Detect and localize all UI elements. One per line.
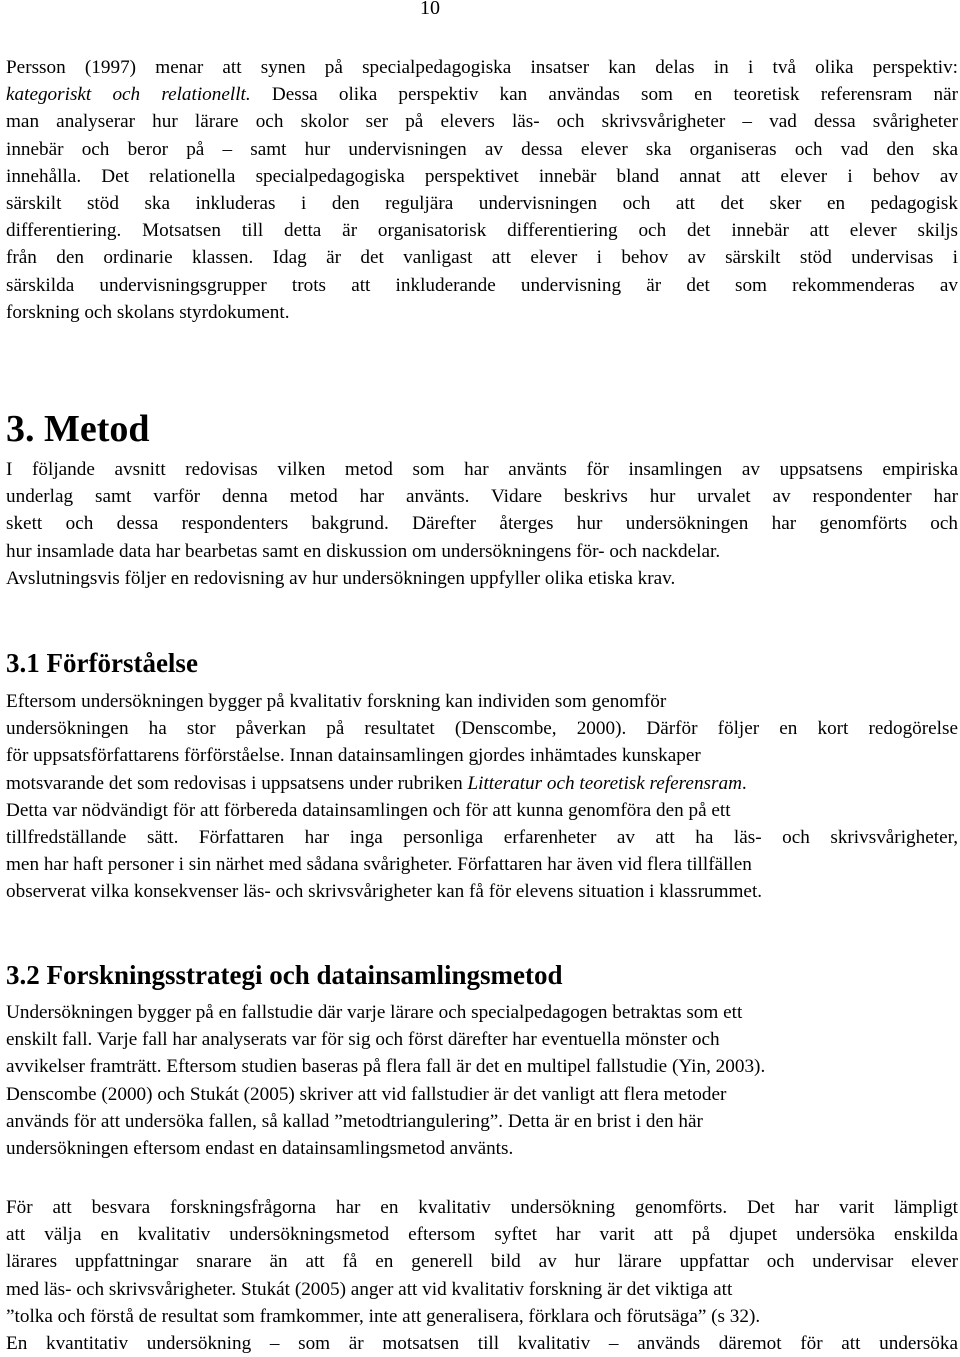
text-line: enskilt fall. Varje fall har analyserats var för sig och först därefter har eventuella mönster och — [6, 1029, 720, 1051]
text-line: tillfredställande sätt. Författaren har inga personliga erfarenheter av att ha läs- och skrivsvårigheter, — [6, 827, 958, 849]
forskningsstrategi-paragraph-2 — [6, 1194, 958, 1357]
text-line: undersökningen eftersom endast en datainsamlingsmetod använts. — [6, 1138, 514, 1160]
text-line: differentiering. Motsatsen till detta är organisatorisk differentiering och det innebär att elever skiljs — [6, 220, 958, 242]
forforstaelse-paragraph — [6, 688, 958, 906]
text-line: används för att undersöka fallen, så kallad ”metodtriangulering”. Detta är en brist i den här — [6, 1110, 703, 1132]
text-line: för uppsatsförfattarens förförståelse. Innan datainsamlingen gjordes inhämtades kunskaper — [6, 745, 701, 767]
text-line: men har haft personer i sin närhet med sådana svårigheter. Författaren har även vid flera tillfällen — [6, 854, 752, 876]
text-line: från den ordinarie klassen. Idag är det vanligast att elever i behov av särskilt stöd undervisas i — [6, 247, 958, 269]
text-line: För att besvara forskningsfrågorna har en kvalitativ undersökning genomförts. Det har varit lämpligt — [6, 1197, 958, 1218]
text-line: underlag samt varför denna metod har använts. Vidare beskrivs hur urvalet av respondenter har — [6, 486, 958, 508]
text-line: med läs- och skrivsvårigheter. Stukát (2005) anger att vid kvalitativ forskning är det viktiga att — [6, 1278, 733, 1300]
section-heading-forforstaelse: 3.1 Förförståelse — [6, 648, 198, 678]
text-run: . — [741, 772, 747, 794]
text-line: Denscombe (2000) och Stukát (2005) skriver att vid fallstudier är det vanligt att flera metoder — [6, 1083, 727, 1105]
text-line: innebär och beror på – samt hur undervisningen av dessa elever ska organiseras och vad den ska — [6, 138, 958, 160]
text-line: observerat vilka konsekvenser läs- och skrivsvårigheter kan få för elevens situation i klassrummet. — [6, 881, 763, 903]
section-heading-forskningsstrategi: 3.2 Forskningsstrategi och datainsamlingsmetod — [6, 960, 563, 990]
text-run: motsvarande det som redovisas i uppsatsens under rubriken — [6, 772, 468, 794]
text-line: särskilda undervisningsgrupper trots att inkluderande undervisning är det som rekommenderas av — [6, 274, 958, 296]
text-line: Eftersom undersökningen bygger på kvalitativ forskning kan individen som genomför — [6, 691, 667, 712]
text-line: forskning och skolans styrdokument. — [6, 301, 290, 323]
intro-paragraph — [6, 54, 958, 326]
section-heading-metod: 3. Metod — [6, 408, 150, 450]
text-line — [6, 81, 958, 108]
text-line: innehålla. Det relationella specialpedagogiska perspektivet innebär bland annat att elever i behov av — [6, 165, 958, 187]
text-line: Detta var nödvändigt för att förbereda datainsamlingen och för att kunna genomföra den på ett — [6, 799, 731, 821]
metod-paragraph — [6, 456, 958, 592]
text-line — [6, 770, 958, 797]
text-run: Dessa olika perspektiv kan användas som en teoretisk referensram när — [250, 84, 959, 106]
text-line: man analyserar hur lärare och skolor ser på elevers läs- och skrivsvårigheter – vad dessa svårigheter — [6, 111, 958, 133]
text-line: att välja en kvalitativ undersökningsmetod eftersom syftet har varit att på djupet undersöka enskilda — [6, 1224, 958, 1246]
text-line: undersökningen ha stor påverkan på resultatet (Denscombe, 2000). Därför följer en kort redogörelse — [6, 718, 958, 740]
text-line: ”tolka och förstå de resultat som framkommer, inte att generalisera, förklara och förutsäga” (s 32). — [6, 1305, 761, 1327]
text-line: avvikelser framträtt. Eftersom studien baseras på flera fall är det en multipel fallstudie (Yin, 2003). — [6, 1056, 766, 1078]
text-line: En kvantitativ undersökning – som är motsatsen till kvalitativ – används däremot för att undersöka — [6, 1333, 958, 1355]
text-line: Undersökningen bygger på en fallstudie där varje lärare och specialpedagogen betraktas som ett — [6, 1002, 743, 1023]
text-line: I följande avsnitt redovisas vilken metod som har använts för insamlingen av uppsatsens empiriska — [6, 459, 958, 480]
text-line: hur insamlade data har bearbetas samt en diskussion om undersökningens för- och nackdelar. — [6, 540, 721, 562]
text-line: lärares uppfattningar snarare än att få en generell bild av hur lärare uppfattar och undervisar elever — [6, 1251, 958, 1273]
forskningsstrategi-paragraph-1 — [6, 999, 958, 1162]
italic-term: kategoriskt och relationellt. — [6, 84, 251, 106]
text-line: särskilt stöd ska inkluderas i den reguljära undervisningen och att det sker en pedagogisk — [6, 193, 958, 215]
italic-reference: Litteratur och teoretisk referensram — [467, 772, 742, 794]
page-number: 10 — [420, 0, 440, 19]
text-line: skett och dessa respondenters bakgrund. Därefter återges hur undersökningen har genomförts och — [6, 513, 958, 535]
text-line: Avslutningsvis följer en redovisning av hur undersökningen uppfyller olika etiska krav. — [6, 567, 676, 589]
text-line: Persson (1997) menar att synen på specialpedagogiska insatser kan delas in i två olika perspektiv: — [6, 57, 958, 78]
